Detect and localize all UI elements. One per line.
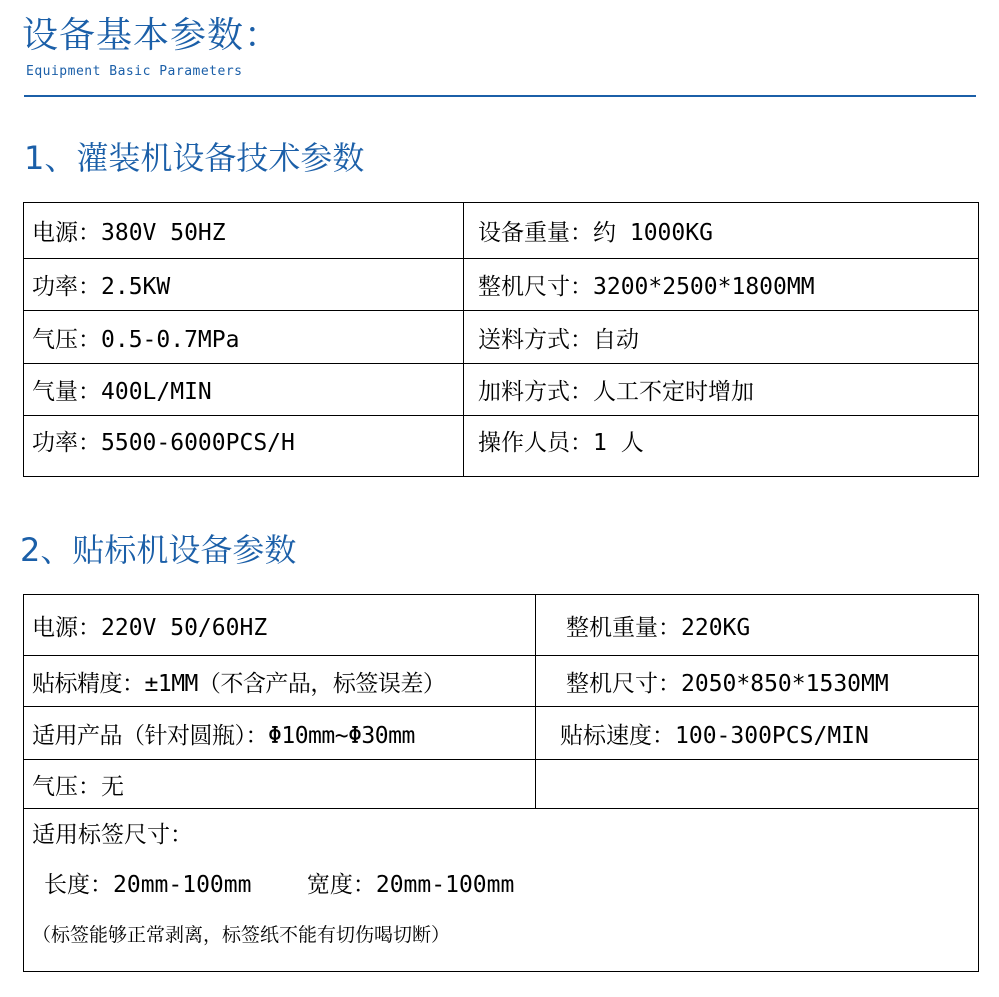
- spec-cell: 电源：220V 50/60HZ: [24, 595, 536, 656]
- spec-cell: 贴标精度：±1MM（不含产品，标签误差）: [24, 656, 536, 707]
- header-divider: [24, 95, 976, 97]
- label-size-cell: [24, 809, 979, 972]
- filling-machine-title: 1、灌装机设备技术参数: [24, 139, 365, 177]
- label-size-note: （标签能够正常剥离，标签纸不能有切伤喝切断）: [32, 924, 451, 946]
- filling-machine-spec-table: [23, 202, 979, 477]
- table-row: [24, 595, 979, 656]
- spec-cell: 整机尺寸：2050*850*1530MM: [536, 656, 979, 707]
- labeling-machine-spec-table: [23, 594, 979, 972]
- table-row: [24, 364, 979, 416]
- spec-cell: 电源：380V 50HZ: [24, 203, 464, 259]
- label-size-heading: 适用标签尺寸：: [32, 822, 193, 848]
- label-size-dims: 长度：20mm-100mm 宽度：20mm-100mm: [44, 872, 515, 898]
- spec-cell: 送料方式：自动: [464, 311, 979, 364]
- page-subtitle: Equipment Basic Parameters: [26, 64, 243, 79]
- spec-cell: 功率：5500-6000PCS/H: [24, 416, 464, 477]
- spec-cell: 气量：400L/MIN: [24, 364, 464, 416]
- labeling-machine-title: 2、贴标机设备参数: [20, 531, 297, 569]
- table-row: [24, 760, 979, 809]
- table-row: [24, 203, 979, 259]
- table-row: [24, 416, 979, 477]
- spec-cell: 适用产品（针对圆瓶）：Φ10mm~Φ30mm: [24, 707, 536, 760]
- table-row: [24, 311, 979, 364]
- spec-cell: 气压：0.5-0.7MPa: [24, 311, 464, 364]
- page-title: 设备基本参数：: [22, 15, 282, 56]
- spec-cell: 整机尺寸：3200*2500*1800MM: [464, 259, 979, 311]
- spec-cell: 功率：2.5KW: [24, 259, 464, 311]
- table-row: [24, 656, 979, 707]
- spec-cell-empty: [536, 760, 979, 809]
- spec-cell: 设备重量：约 1000KG: [464, 203, 979, 259]
- table-row: [24, 707, 979, 760]
- spec-cell: 加料方式：人工不定时增加: [464, 364, 979, 416]
- spec-cell: 气压：无: [24, 760, 536, 809]
- spec-cell: 整机重量：220KG: [536, 595, 979, 656]
- table-row: [24, 259, 979, 311]
- table-row: [24, 809, 979, 972]
- spec-cell: 操作人员：1 人: [464, 416, 979, 477]
- spec-cell: 贴标速度：100-300PCS/MIN: [536, 707, 979, 760]
